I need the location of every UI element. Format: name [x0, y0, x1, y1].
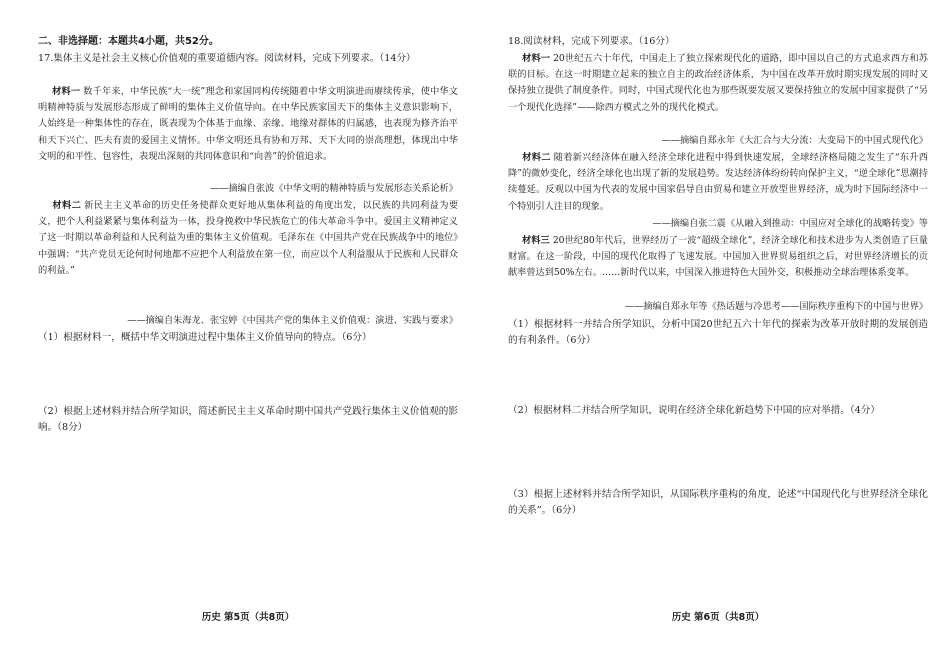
q18-m3-source: ——摘编自郑永年等《热话题与冷思考——国际秩序重构下的中国与世界》 [624, 301, 928, 312]
q17-stem: 17.集体主义是社会主义核心价值观的重要道德内容。阅读材料，完成下列要求。（14分） [38, 53, 416, 64]
q18-m1-text: 20世纪五六十年代，中国走上了独立探索现代化的道路，即中国以自己的方式追求西方和苏联的目标。在这一时期建立起来的独立自主的政治经济体系，为中国在改革开放时期实现发展的同时又保持独立提供了制度条件。同时，中国式现代化也为那些既要发展又要保持独立的发展中国家提供了“另一个现代化选择”——除西方模式之外的现代化模式。 [508, 53, 928, 113]
section-title: 二、非选择题：本题共4小题，共52分。 [38, 36, 219, 47]
q18-material-1 [508, 51, 928, 116]
q18-m2-text: 随着新兴经济体在融入经济全球化进程中得到快速发展，全球经济格局随之发生了“东升西降”的微妙变化，经济全球化也出现了新的发展趋势。发达经济体纷纷转向保护主义，“逆全球化”思潮持续蔓延。反观以中国为代表的发展中国家倡导自由贸易和建立开放型世界经济，成为时下国际经济中一个特别引人注目的现象。 [508, 152, 928, 212]
q17-m2-source: ——摘编自朱海龙、张宝婷《中国共产党的集体主义价值观：演进、实践与要求》 [127, 315, 458, 326]
q17-m1-label: 材料一 [52, 86, 81, 97]
q17-m2-text: 新民主主义革命的历史任务使群众更好地从集体利益的角度出发，以民族的共同利益为要义，把个人利益紧紧与集体利益为一体，投身挽救中华民族危亡的伟大革命斗争中。爱国主义精神定义了这一时期以革命利益和人民利益为重的集体主义价值观。毛泽东在《中国共产党在民族战争中的地位》中强调：“共产党员无论何时何地都不应把个人利益放在第一位，而应以个人利益服从于民族和人民群众的利益。” [38, 200, 459, 276]
q18-m1-source: ——摘编自郑永年《大汇合与大分流：大变局下的中国式现代化》 [661, 135, 928, 146]
q18-sub2: （2）根据材料二并结合所学知识，说明在经济全球化新趋势下中国的应对举措。（4分） [508, 405, 880, 416]
q18-m1-label: 材料一 [522, 53, 551, 64]
q18-m2-label: 材料二 [522, 152, 551, 163]
q17-m1-text: 数千年来，中华民族“大一统”理念和家国同构传统随着中华文明演进而赓续传承，使中华文明精神特质与发展形态形成了鲜明的集体主义价值导向。在中华民族家国天下的集体主义意识影响下，人始终是一种集体性的存在，既表现为个体基于血缘、亲缘、地缘对群体的归属感，也表现为修齐治平和天下兴亡、匹夫有责的爱国主义情怀。中华文明还具有协和万邦、天下大同的崇高理想，体现出中华文明的和平性、包容性，表现出深刻的共同体意识和“向善”的价值追求。 [38, 86, 458, 162]
q17-sub2: （2）根据上述材料并结合所学知识，简述新民主主义革命时期中国共产党践行集体主义价值观的影响。（8分） [38, 406, 458, 434]
q18-material-2 [508, 150, 928, 215]
q18-m3-text: 20世纪80年代后，世界经历了一波“超级全球化”，经济全球化和技术进步为人类创造了巨量财富。在这一阶段，中国的现代化取得了飞速发展。中国加入世界贸易组织之后，对世界经济增长的贡献率曾达到50%左右。……新时代以来，中国深入推进特色大国外交，积极推动全球治理体系变革。 [508, 235, 928, 279]
q17-material-2 [38, 198, 458, 279]
q17-material-1 [38, 84, 458, 165]
q17-m1-source: ——摘编自张波《中华文明的精神特质与发展形态关系论析》 [209, 183, 458, 194]
left-footer: 历史 第5页（共8页） [201, 612, 295, 623]
q18-m2-source: ——摘编自张二震《从融入到推动：中国应对全球化的战略转变》等 [652, 218, 928, 229]
right-footer: 历史 第6页（共8页） [671, 612, 765, 623]
q17-sub1: （1）根据材料一，概括中华文明演进过程中集体主义价值导向的特点。（6分） [38, 332, 372, 343]
q18-material-3 [508, 233, 928, 282]
right-page [508, 0, 928, 659]
q18-stem: 18.阅读材料，完成下列要求。（16分） [508, 36, 675, 47]
q18-m3-label: 材料三 [522, 235, 550, 246]
q18-sub1: （1）根据材料一并结合所学知识，分析中国20世纪五六十年代的探索为改革开放时期的发展创造的有利条件。（6分） [508, 319, 928, 347]
left-page [38, 0, 458, 659]
q18-sub3: （3）根据上述材料并结合所学知识，从国际秩序重构的角度，论述“中国现代化与世界经济全球化的关系”。（6分） [508, 489, 928, 517]
q17-m2-label: 材料二 [52, 200, 82, 211]
